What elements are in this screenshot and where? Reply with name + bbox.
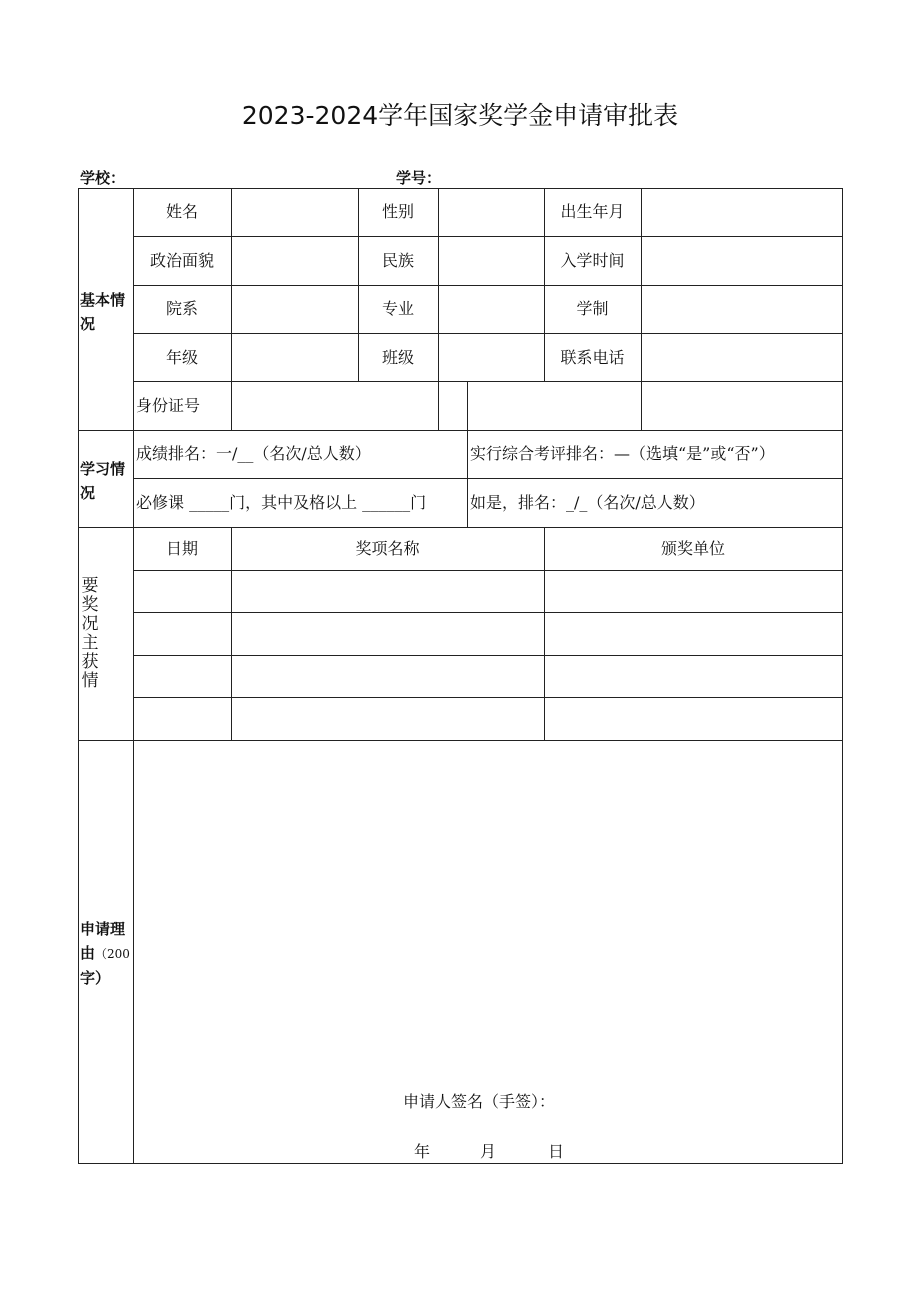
table-border-left (78, 188, 79, 1164)
section-label-awards (80, 577, 100, 691)
label-birth: 出生年月 (560, 202, 625, 221)
section-label-study (80, 457, 125, 505)
label-ethnicity: 民族 (381, 251, 414, 270)
section-label-char: 要 (81, 576, 99, 596)
input-gender[interactable] (439, 188, 544, 236)
signature-label: 申请人签名（手签）： (403, 1092, 556, 1111)
grade-rank-field[interactable]: 成绩排名：一/__（名次/总人数） (136, 444, 371, 463)
label-major: 专业 (381, 299, 414, 318)
label-gender: 性别 (381, 202, 414, 221)
divider-awards (78, 527, 843, 528)
input-birth[interactable] (642, 188, 842, 236)
section-label-line: 字） (80, 969, 111, 987)
input-ethnicity[interactable] (439, 237, 544, 285)
section-label-line: 申请理 (80, 920, 126, 938)
award-cell[interactable] (232, 571, 544, 612)
page-title: 2023-2024学年国家奖学金申请审批表 (241, 101, 679, 130)
table-border-right (842, 188, 843, 1164)
award-cell[interactable] (232, 656, 544, 697)
required-courses-field[interactable]: 必修课 _____门，其中及格以上 ______门 (136, 493, 427, 512)
label-department: 院系 (165, 299, 198, 318)
section-label-basic (80, 288, 125, 336)
section-label-line: 学习情 (80, 460, 126, 478)
section-label-char: 奖 (81, 595, 99, 615)
section-label-char: 情 (81, 671, 99, 691)
input-phone[interactable] (642, 334, 842, 381)
section-label-text: 由 (80, 944, 96, 962)
section-label-line: 况 (80, 315, 96, 333)
label-name: 姓名 (165, 202, 198, 221)
label-politics: 政治面貌 (149, 251, 214, 270)
section-label-line: 况 (80, 484, 96, 502)
date-month-label: 月 (480, 1142, 497, 1161)
date-year-label: 年 (414, 1142, 431, 1161)
award-cell[interactable] (134, 571, 231, 612)
divider (467, 381, 468, 528)
label-enroll: 入学时间 (560, 251, 625, 270)
evaluation-rank-field[interactable]: 如是，排名：_/_（名次/总人数） (470, 493, 705, 512)
column-header-award-name: 奖项名称 (355, 539, 420, 558)
input-department[interactable] (232, 286, 358, 333)
input-id-number[interactable] (232, 382, 438, 430)
input-politics[interactable] (232, 237, 358, 285)
input-schooling[interactable] (642, 286, 842, 333)
award-cell[interactable] (134, 613, 231, 655)
table-border-bottom (78, 1163, 843, 1164)
section-label-char: 主 (81, 633, 99, 653)
input-class[interactable] (439, 334, 544, 381)
label-id-number: 身份证号 (136, 396, 201, 415)
reason-textarea[interactable] (134, 741, 842, 1081)
award-cell[interactable] (134, 698, 231, 740)
section-label-line (80, 941, 130, 966)
school-label: 学校： (80, 169, 126, 187)
label-phone: 联系电话 (560, 348, 625, 367)
column-header-date: 日期 (165, 539, 198, 558)
section-label-reason (80, 917, 130, 990)
award-cell[interactable] (545, 656, 842, 697)
label-class: 班级 (381, 348, 414, 367)
award-cell[interactable] (232, 698, 544, 740)
input-major[interactable] (439, 286, 544, 333)
award-cell[interactable] (134, 656, 231, 697)
divider-study (78, 430, 843, 431)
label-grade: 年级 (165, 348, 198, 367)
award-cell[interactable] (545, 571, 842, 612)
comprehensive-evaluation-field[interactable]: 实行综合考评排名：—（选填“是”或“否”） (470, 444, 775, 463)
section-label-char: 况 (81, 614, 99, 634)
award-cell[interactable] (545, 698, 842, 740)
input-enroll[interactable] (642, 237, 842, 285)
section-label-text: （200 (95, 947, 130, 961)
divider (133, 478, 843, 479)
column-header-award-unit: 颁奖单位 (660, 539, 725, 558)
input-grade[interactable] (232, 334, 358, 381)
student-id-label: 学号： (396, 169, 442, 187)
section-label-char: 获 (81, 652, 99, 672)
award-cell[interactable] (232, 613, 544, 655)
date-day-label: 日 (548, 1142, 565, 1161)
section-label-line: 基本情 (80, 291, 126, 309)
label-schooling: 学制 (576, 299, 609, 318)
award-cell[interactable] (545, 613, 842, 655)
input-name[interactable] (232, 188, 358, 236)
